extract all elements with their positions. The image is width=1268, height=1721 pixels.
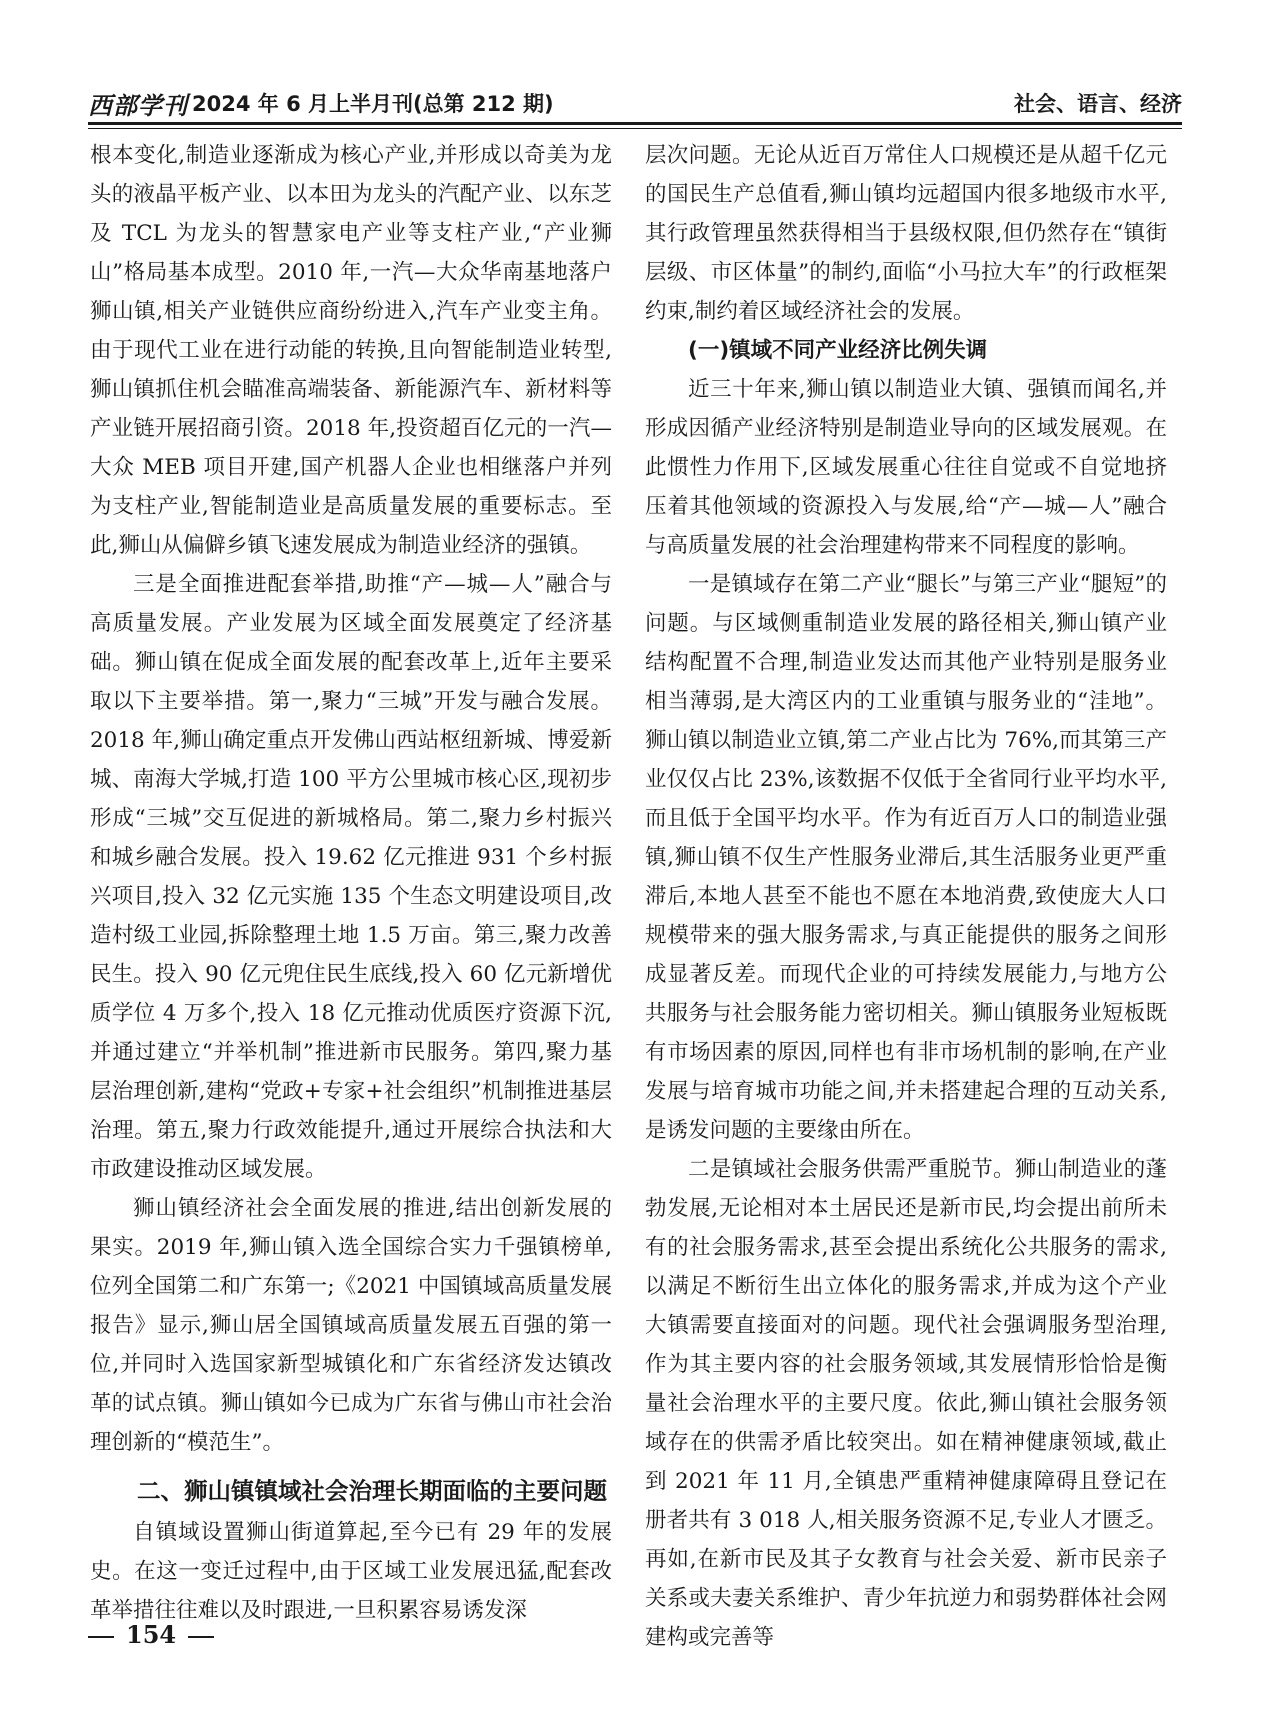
paragraph: 一是镇域存在第二产业“腿长”与第三产业“腿短”的问题。与区域侧重制造业发展的路径相关,狮山镇产业结构配置不合理,制造业发达而其他产业特别是服务业相当薄弱,是大湾区内的工业重镇与服务业的“洼地”。狮山镇以制造业立镇,第二产业占比为 76%,而其第三产业仅仅占比 23%,该数据不仅低于全省同行业平均水平,而且低于全国平均水平。作为有近百万人口的制造业强镇,狮山镇不仅生产性服务业滞后,其生活服务业更严重滞后,本地人甚至不能也不愿在本地消费,致使庞大人口规模带来的强大服务需求,与真正能提供的服务之间形成显著反差。而现代企业的可持续发展能力,与地方公共服务与社会服务能力密切相关。狮山镇服务业短板既有市场因素的原因,同样也有非市场机制的影响,在产业发展与培育城市功能之间,并未搭建起合理的互动关系,是诱发问题的主要缘由所在。 [645,572,1167,1143]
subsection-heading: (一)镇域不同产业经济比例失调 [688,338,988,363]
paragraph: 狮山镇经济社会全面发展的推进,结出创新发展的果实。2019 年,狮山镇入选全国综合实力千强镇榜单,位列全国第二和广东第一;《2021 中国镇域高质量发展报告》显示,狮山居全国镇域高质量发展五百强的第一位,并同时入选国家新型城镇化和广东省经济发达镇改革的试点镇。狮山镇如今已成为广东省与佛山市社会治理创新的“模范生”。 [90,1196,612,1455]
journal-issue: 2024 年 6 月上半月刊(总第 212 期) [192,92,554,116]
paragraph: 层次问题。无论从近百万常住人口规模还是从超千亿元的国民生产总值看,狮山镇均远超国内很多地级市水平,其行政管理虽然获得相当于县级权限,但仍然存在“镇街层级、市区体量”的制约,面临“小马拉大车”的行政框架约束,制约着区域经济社会的发展。 [645,143,1167,324]
paragraph: 自镇域设置狮山街道算起,至今已有 29 年的发展史。在这一变迁过程中,由于区域工业发展迅猛,配套改革举措往往难以及时跟进,一旦积累容易诱发深 [90,1520,612,1623]
right-column [645,136,1167,1657]
dash-left [88,1636,114,1638]
page-number: 154 [126,1620,177,1649]
header-rule-thick [88,122,1182,125]
dash-right [188,1636,214,1638]
page-number-footer [88,1620,226,1649]
header-rule-thin [88,128,1182,129]
paragraph: 根本变化,制造业逐渐成为核心产业,并形成以奇美为龙头的液晶平板产业、以本田为龙头的汽配产业、以东芝及 TCL 为龙头的智慧家电产业等支柱产业,“产业狮山”格局基本成型。2010 年,一汽—大众华南基地落户狮山镇,相关产业链供应商纷纷进入,汽车产业变主角。由于现代工业在进行动能的转换,且向智能制造业转型,狮山镇抓住机会瞄准高端装备、新能源汽车、新材料等产业链开展招商引资。2018 年,投资超百亿元的一汽—大众 MEB 项目开建,国产机器人企业也相继落户并列为支柱产业,智能制造业是高质量发展的重要标志。至此,狮山从偏僻乡镇飞速发展成为制造业经济的强镇。 [90,143,612,558]
section-heading: 二、狮山镇镇域社会治理长期面临的主要问题 [137,1477,607,1505]
journal-name-logo: 西部学刊 [88,91,188,120]
paragraph: 三是全面推进配套举措,助推“产—城—人”融合与高质量发展。产业发展为区域全面发展奠定了经济基础。狮山镇在促成全面发展的配套改革上,近年主要采取以下主要举措。第一,聚力“三城”开发与融合发展。2018 年,狮山确定重点开发佛山西站枢纽新城、博爱新城、南海大学城,打造 100 平方公里城市核心区,现初步形成“三城”交互促进的新城格局。第二,聚力乡村振兴和城乡融合发展。投入 19.62 亿元推进 931 个乡村振兴项目,投入 32 亿元实施 135 个生态文明建设项目,改造村级工业园,拆除整理土地 1.5 万亩。第三,聚力改善民生。投入 90 亿元兜住民生底线,投入 60 亿元新增优质学位 4 万多个,投入 18 亿元推动优质医疗资源下沉,并通过建立“并举机制”推进新市民服务。第四,聚力基层治理创新,建构“党政+专家+社会组织”机制推进基层治理。第五,聚力行政效能提升,通过开展综合执法和大市政建设推动区域发展。 [90,572,612,1182]
paragraph: 近三十年来,狮山镇以制造业大镇、强镇而闻名,并形成因循产业经济特别是制造业导向的区域发展观。在此惯性力作用下,区域发展重心往往自觉或不自觉地挤压着其他领域的资源投入与发展,给“产—城—人”融合与高质量发展的社会治理建构带来不同程度的影响。 [645,377,1167,558]
section-name: 社会、语言、经济 [1014,92,1182,116]
running-header [88,84,1182,124]
paragraph: 二是镇域社会服务供需严重脱节。狮山制造业的蓬勃发展,无论相对本土居民还是新市民,均会提出前所未有的社会服务需求,甚至会提出系统化公共服务的需求,以满足不断衍生出立体化的服务需求,并成为这个产业大镇需要直接面对的问题。现代社会强调服务型治理,作为其主要内容的社会服务领域,其发展情形恰恰是衡量社会治理水平的主要尺度。依此,狮山镇社会服务领域存在的供需矛盾比较突出。如在精神健康领域,截止到 2021 年 11 月,全镇患严重精神健康障碍且登记在册者共有 3 018 人,相关服务资源不足,专业人才匮乏。再如,在新市民及其子女教育与社会关爱、新市民亲子关系或夫妻关系维护、青少年抗逆力和弱势群体社会网建构或完善等 [645,1157,1167,1650]
left-column [90,136,612,1630]
